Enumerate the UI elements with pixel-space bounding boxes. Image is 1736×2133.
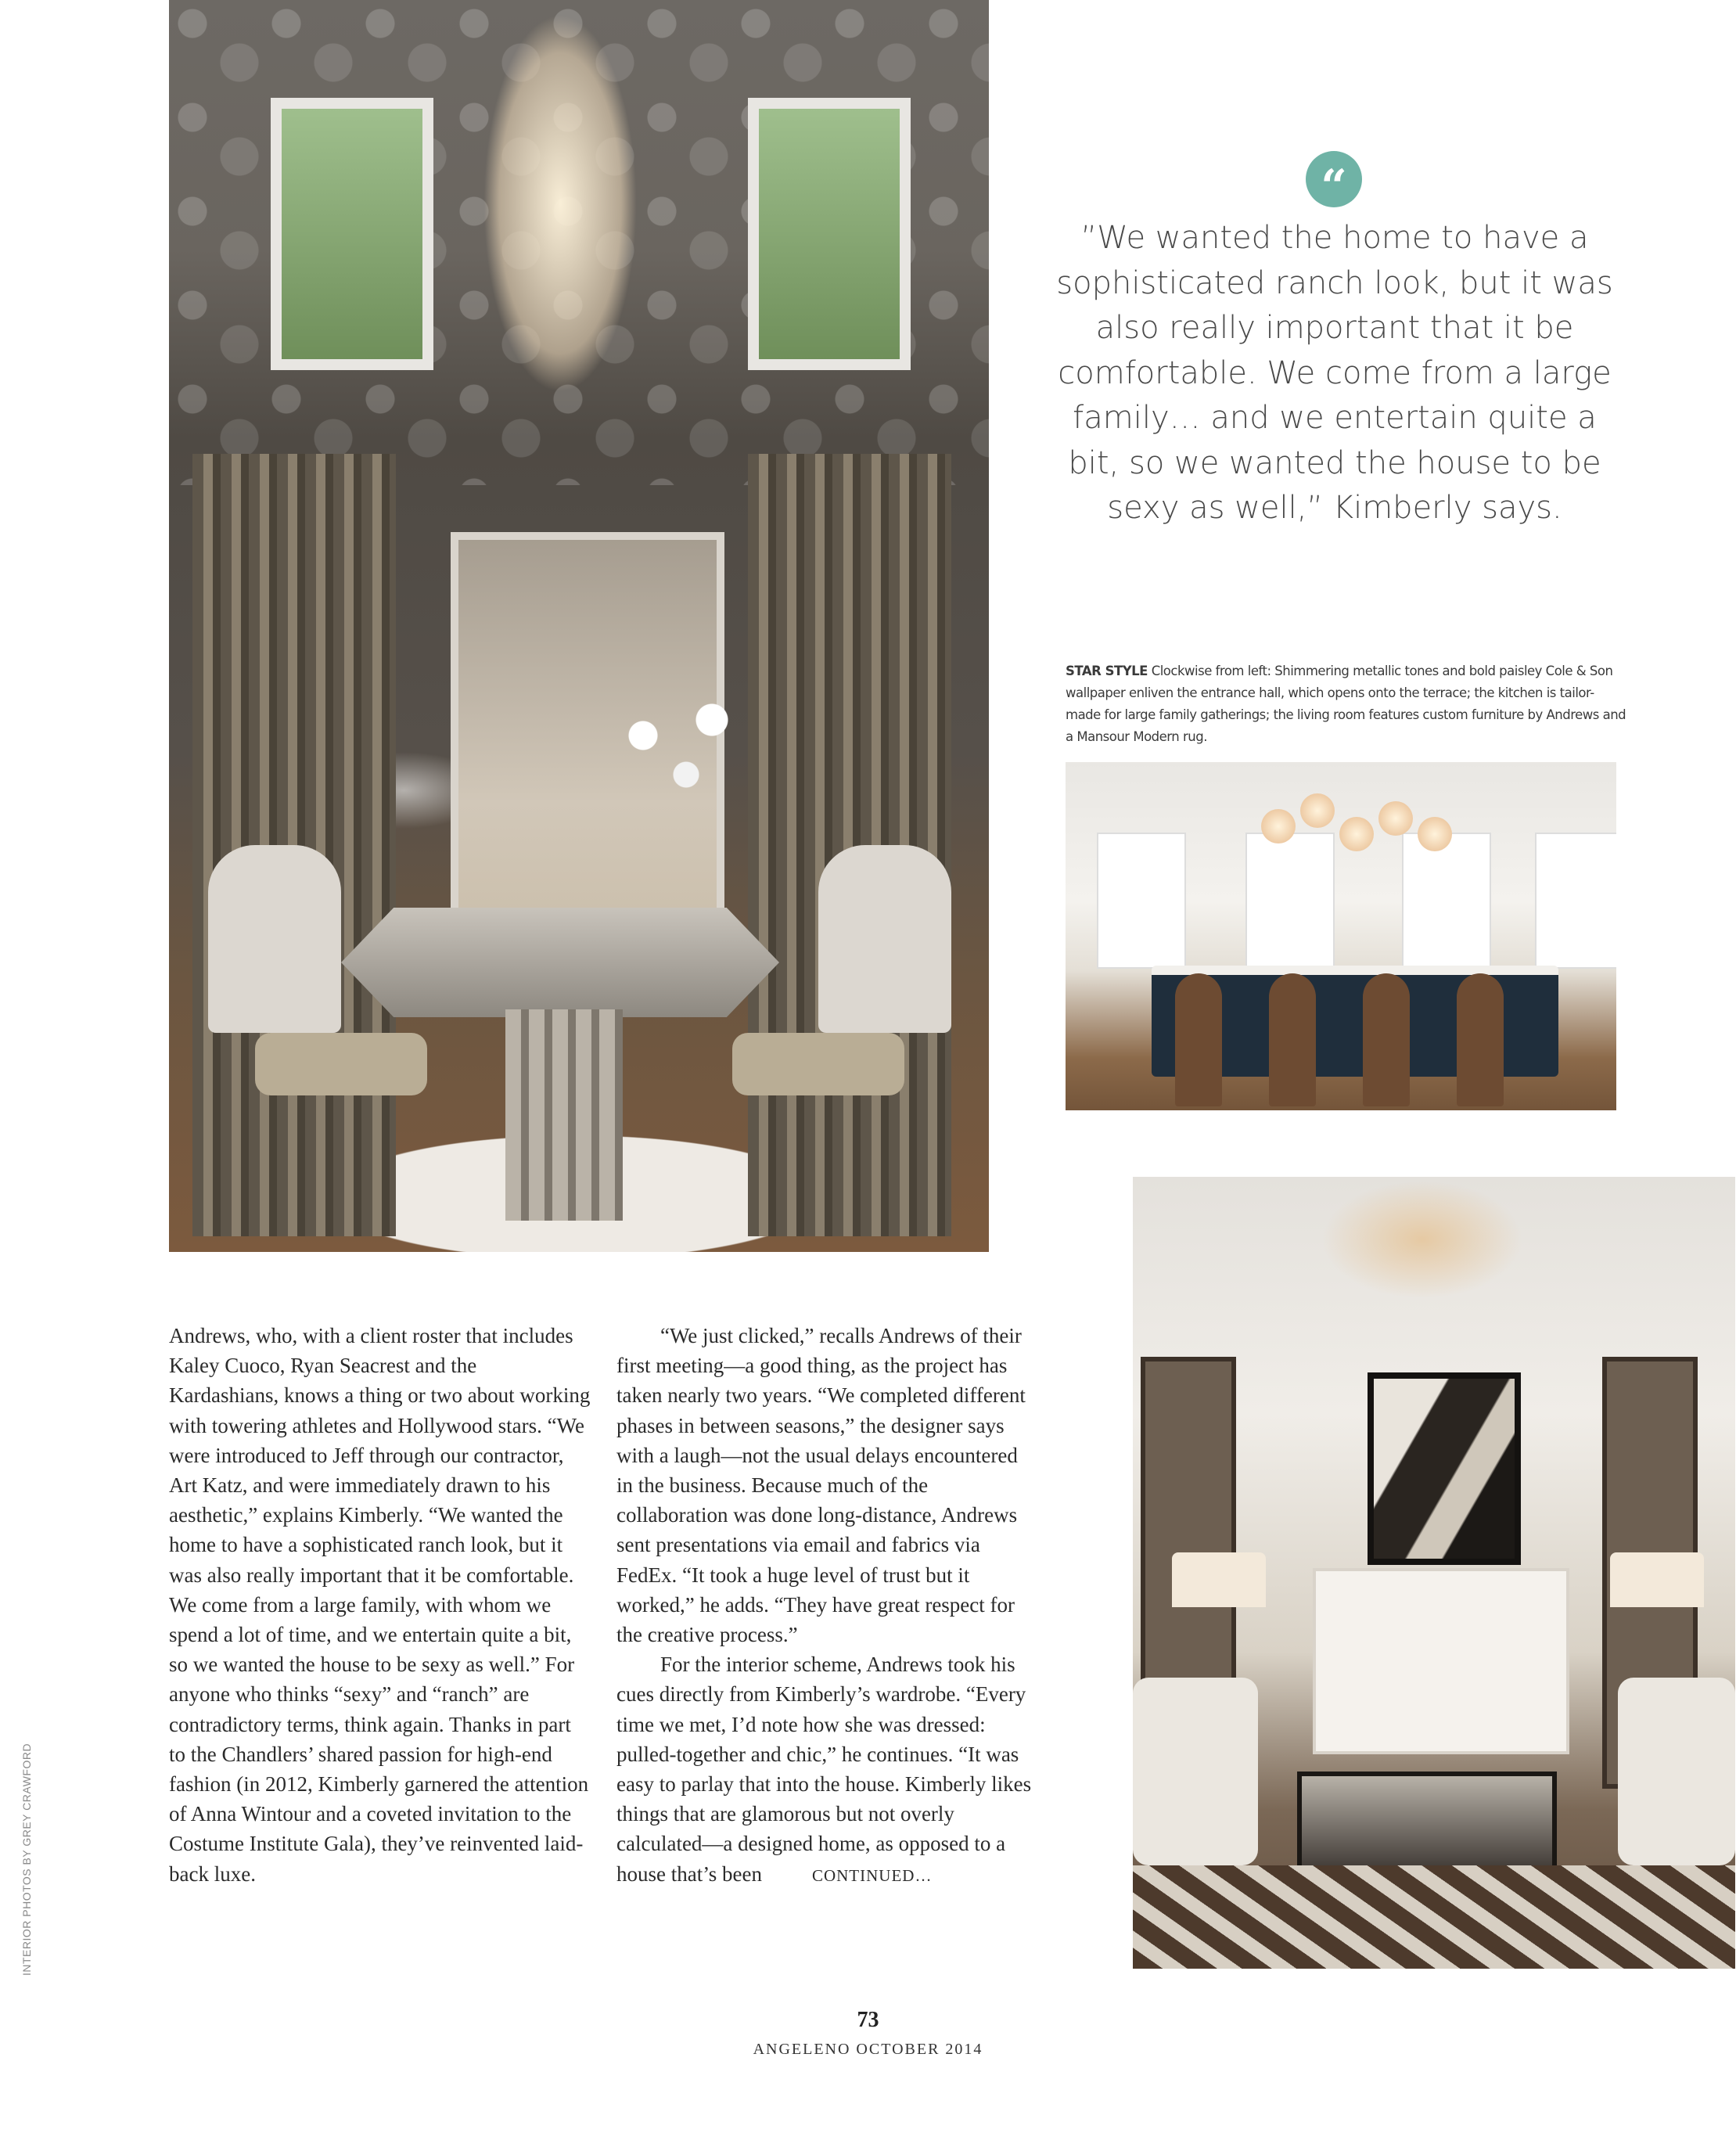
crystal-chandelier — [458, 0, 662, 509]
caption-lead: STAR STYLE — [1066, 664, 1148, 678]
body-column-2 — [616, 1321, 1039, 1890]
orchid-arrangement — [591, 689, 764, 845]
chandelier — [1289, 1177, 1555, 1333]
mirrored-table — [341, 908, 779, 1017]
cabinet — [1097, 833, 1186, 969]
table-lamp — [1172, 1552, 1266, 1607]
living-room-photo — [1133, 1177, 1735, 1969]
bench-right — [732, 1033, 904, 1095]
body-paragraph: “We just clicked,” recalls Andrews of their first meeting—a good thing, as the project has taken nearly two years. “We completed different phases in between seasons,” the designer says with a laugh—not the usual delays encountered in the business. Because much of the collaboration was done long-distance, Andrews sent presentations via email and fabrics via FedEx. “It took a huge level of trust but it worked,” he adds. “They have great respect for the creative process.” — [616, 1324, 1026, 1647]
abstract-artwork — [1368, 1372, 1521, 1565]
cabinet — [1402, 833, 1491, 969]
pendant-light — [1378, 801, 1413, 836]
photo-caption — [1066, 660, 1629, 748]
table-pedestal — [505, 1009, 623, 1221]
sofa-left — [1133, 1678, 1258, 1865]
table-lamp — [1610, 1552, 1704, 1607]
curtain-right — [748, 454, 951, 1236]
window-left — [271, 98, 433, 370]
quote-mark-icon: “ — [1306, 151, 1362, 207]
page-number: 73 — [857, 2008, 879, 2032]
fireplace — [1313, 1568, 1569, 1754]
window-right — [748, 98, 911, 370]
caption-text: Clockwise from left: Shimmering metallic tones and bold paisley Cole & Son wallpaper enliven the entrance hall, which opens onto the terrace; the kitchen is tailor-made for large family gatherings; the living room features custom furniture by Andrews and a Mansour Modern rug. — [1066, 664, 1626, 744]
continued-label: CONTINUED… — [811, 1865, 933, 1885]
bench-left — [255, 1033, 427, 1095]
pendant-light — [1339, 817, 1374, 851]
body-paragraph: For the interior scheme, Andrews took his cues directly from Kimberly’s wardrobe. “Every time we met, I’d note how she was dressed: pulled-together and chic,” he continues. “It was easy to parlay that into the house. Kimberly likes things that are glamorous but not overly calculated—a designed home, as opposed to a house that’s been — [616, 1653, 1032, 1886]
body-column-1: Andrews, who, with a client roster that includes Kaley Cuoco, Ryan Seacrest and the Kardashians, knows a thing or two about working with towering athletes and Hollywood stars. “We were introduced to Jeff through our contractor, Art Katz, and were immediately drawn to his aesthetic,” explains Kimberly. “We wanted the home to have a sophisticated ranch look, but it was also really important that it be comfortable. We come from a large family, with whom we spend a lot of time, and we entertain quite a bit, so we wanted the house to be sexy as well.” For anyone who thinks “sexy” and “ranch” are contradictory terms, think again. Thanks in part to the Chandlers’ shared passion for high-end fashion (in 2012, Kimberly garnered the attention of Anna Wintour and a coveted invitation to the Costume Institute Gala), they’ve reinvented laid-back luxe. — [169, 1324, 591, 1886]
bar-stool — [1363, 973, 1410, 1106]
sofa-right — [1618, 1678, 1735, 1865]
kitchen-photo — [1066, 762, 1616, 1110]
bar-stool — [1457, 973, 1504, 1106]
armchair-left — [208, 845, 341, 1033]
bar-stool — [1175, 973, 1222, 1106]
entrance-hall-photo — [169, 0, 989, 1252]
pendant-light — [1300, 793, 1335, 828]
pendant-light — [1418, 817, 1452, 851]
issue-line: ANGELENO OCTOBER 2014 — [753, 2041, 983, 2058]
pendant-light — [1261, 809, 1296, 843]
photo-credit: INTERIOR PHOTOS BY GREY CRAWFORD — [20, 1743, 33, 1976]
cabinet — [1535, 833, 1616, 969]
patterned-rug — [1133, 1865, 1735, 1969]
armchair-right — [818, 845, 951, 1033]
bar-stool — [1269, 973, 1316, 1106]
pull-quote: ”We wanted the home to have a sophisticated ranch look, but it was also really important that it be comfortable. We come from a large family… and we entertain quite a bit, so we wanted the house to be sexy as well,” Kimberly says. — [1056, 220, 1613, 526]
cabinet — [1245, 833, 1335, 969]
